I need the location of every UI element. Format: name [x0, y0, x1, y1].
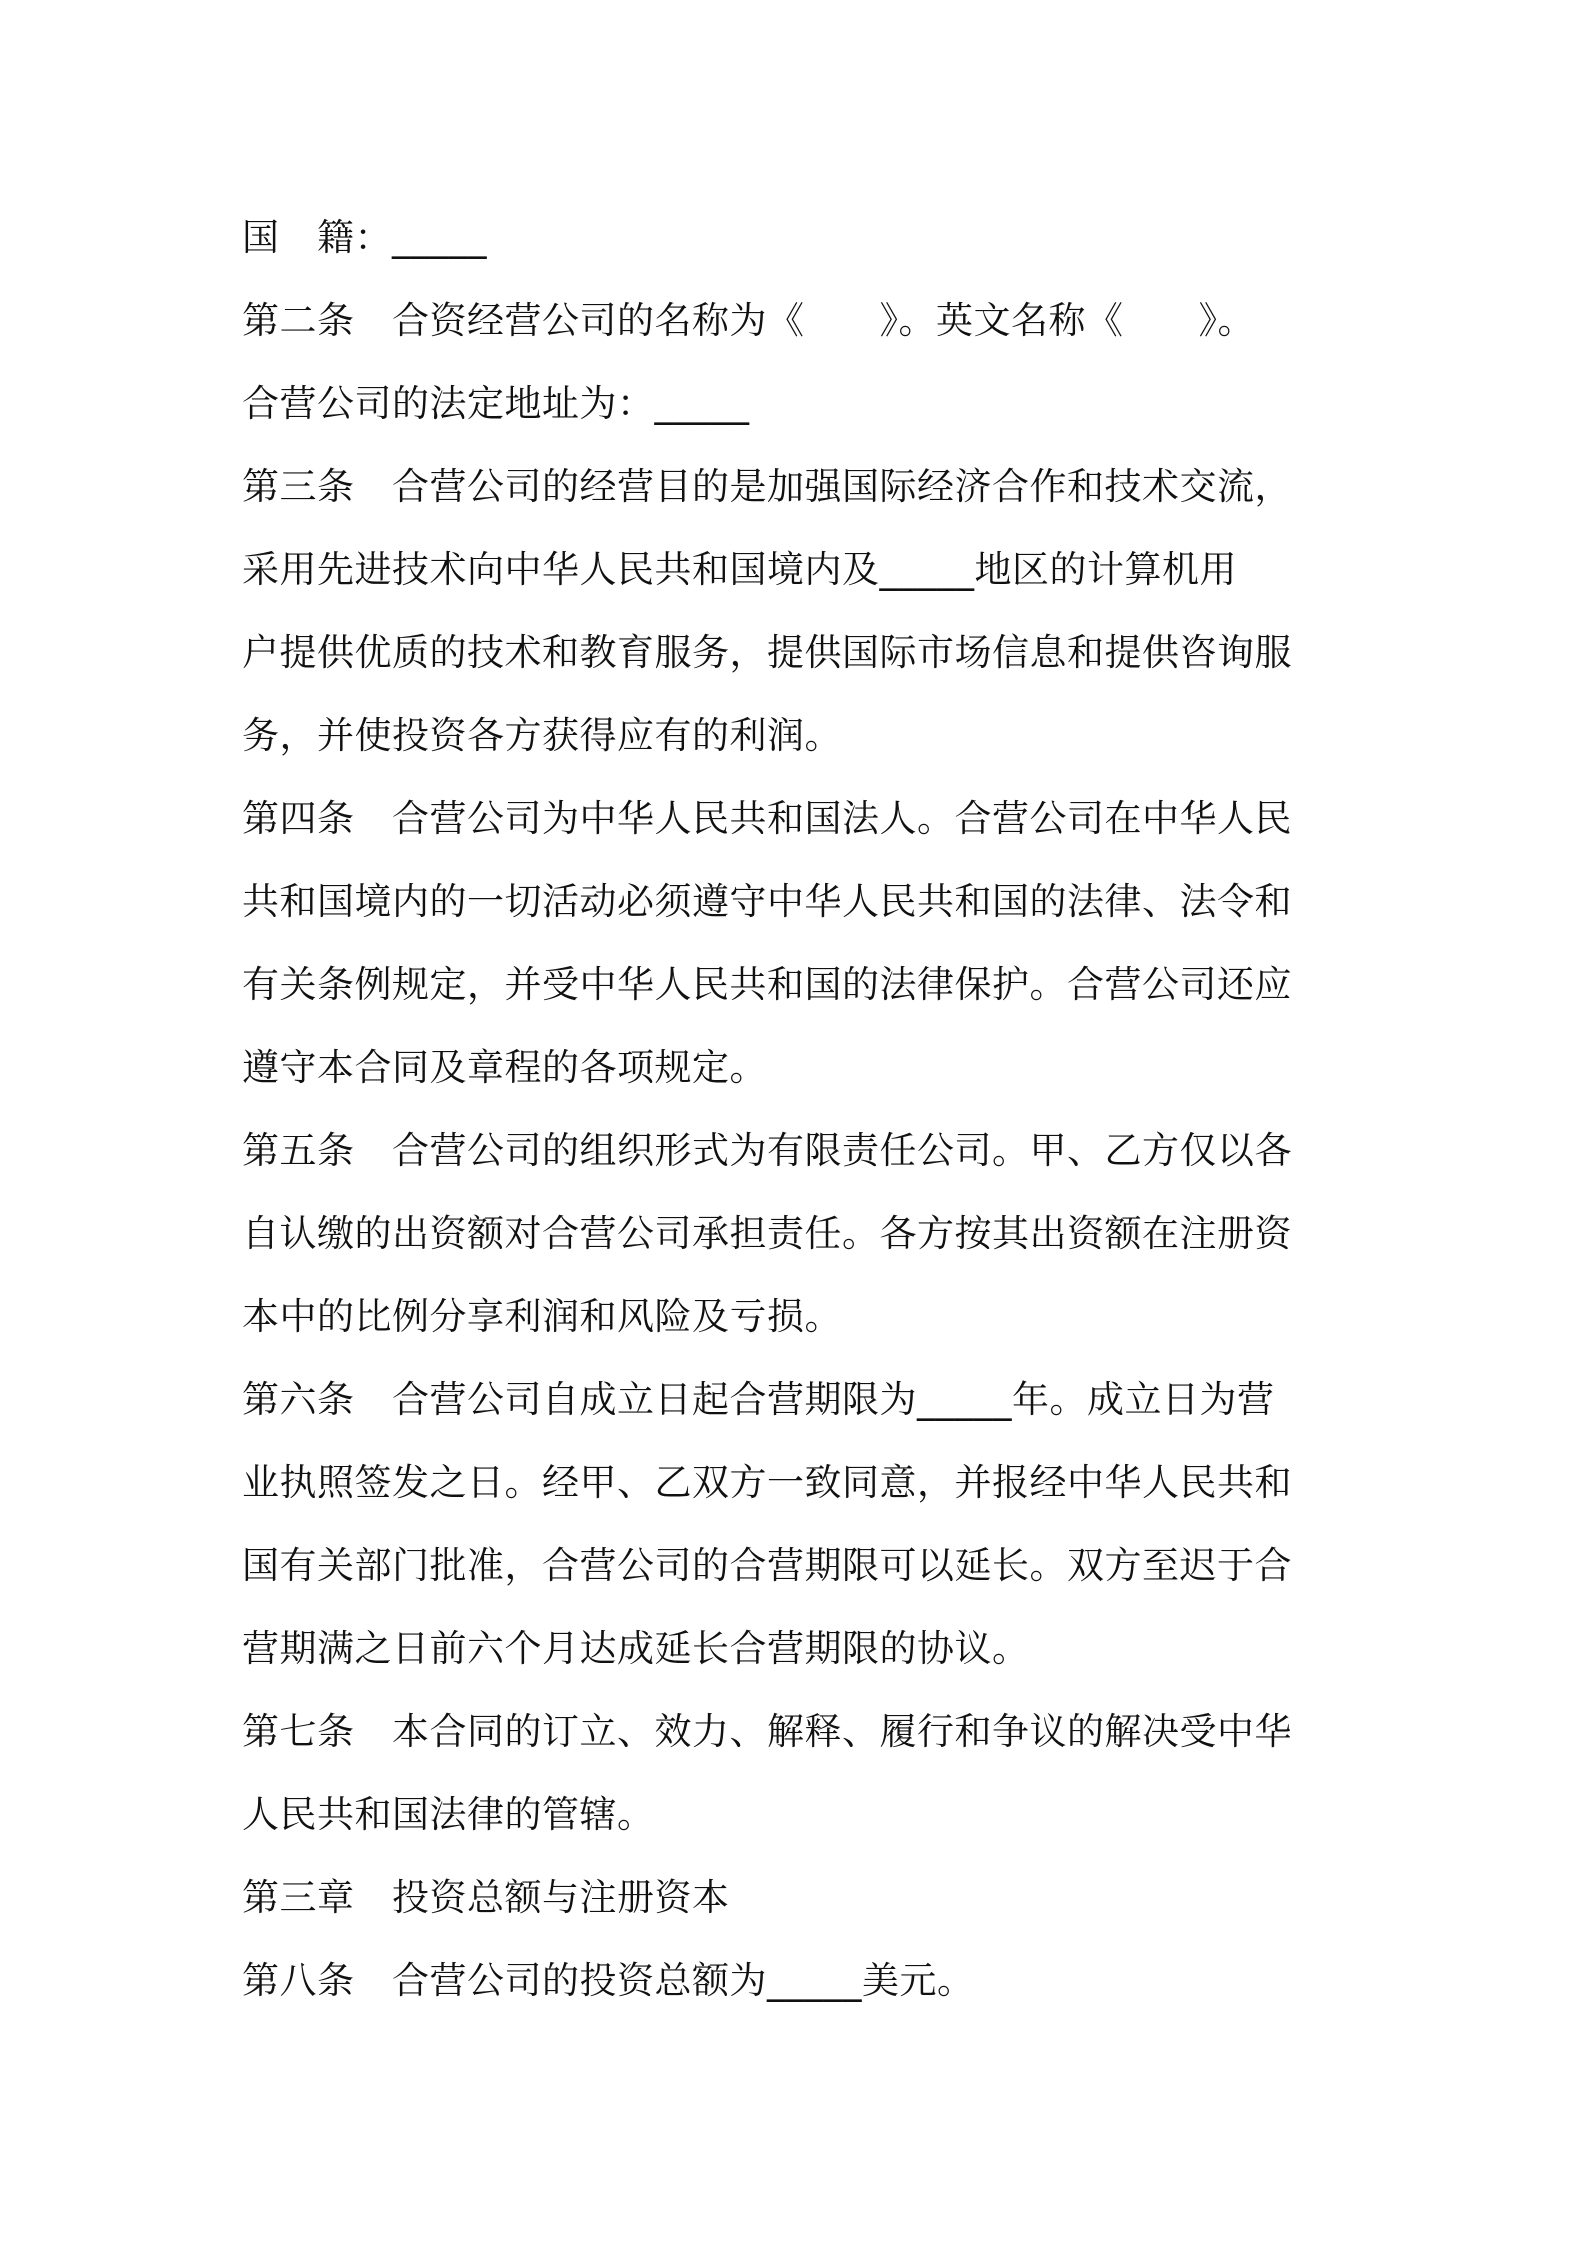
- article-5-line-3: 本中的比例分享利润和风险及亏损。: [242, 1295, 842, 1338]
- article-3-line-1: 第三条 合营公司的经营目的是加强国际经济合作和技术交流，: [242, 465, 1292, 508]
- article-5-line-1: 第五条 合营公司的组织形式为有限责任公司。甲、乙方仅以各: [242, 1129, 1292, 1172]
- article-7-line-2: 人民共和国法律的管辖。: [242, 1793, 655, 1836]
- article-6-line-1: 第六条 合营公司自成立日起合营期限为_____年。成立日为营: [242, 1378, 1275, 1421]
- article-7-line-1: 第七条 本合同的订立、效力、解释、履行和争议的解决受中华: [242, 1710, 1292, 1753]
- nationality-line: 国 籍：_____: [242, 216, 487, 259]
- article-4-line-2: 共和国境内的一切活动必须遵守中华人民共和国的法律、法令和: [242, 880, 1292, 923]
- contract-text: [242, 196, 1362, 2022]
- chapter-3-heading: 第三章 投资总额与注册资本: [242, 1876, 730, 1919]
- article-2-line-2: 合营公司的法定地址为：_____: [242, 382, 750, 425]
- article-6-line-2: 业执照签发之日。经甲、乙双方一致同意，并报经中华人民共和: [242, 1461, 1292, 1504]
- article-4-line-1: 第四条 合营公司为中华人民共和国法人。合营公司在中华人民: [242, 797, 1292, 840]
- article-6-line-3: 国有关部门批准，合营公司的合营期限可以延长。双方至迟于合: [242, 1544, 1292, 1587]
- article-6-line-4: 营期满之日前六个月达成延长合营期限的协议。: [242, 1627, 1030, 1670]
- article-3-line-2: 采用先进技术向中华人民共和国境内及_____地区的计算机用: [242, 548, 1237, 591]
- article-4-line-3: 有关条例规定，并受中华人民共和国的法律保护。合营公司还应: [242, 963, 1292, 1006]
- article-8-line-1: 第八条 合营公司的投资总额为_____美元。: [242, 1959, 975, 2002]
- article-2-line-1: 第二条 合资经营公司的名称为《 》。英文名称《 》。: [242, 299, 1255, 342]
- article-3-line-3: 户提供优质的技术和教育服务，提供国际市场信息和提供咨询服: [242, 631, 1292, 674]
- article-5-line-2: 自认缴的出资额对合营公司承担责任。各方按其出资额在注册资: [242, 1212, 1292, 1255]
- article-4-line-4: 遵守本合同及章程的各项规定。: [242, 1046, 767, 1089]
- article-3-line-4: 务，并使投资各方获得应有的利润。: [242, 714, 842, 757]
